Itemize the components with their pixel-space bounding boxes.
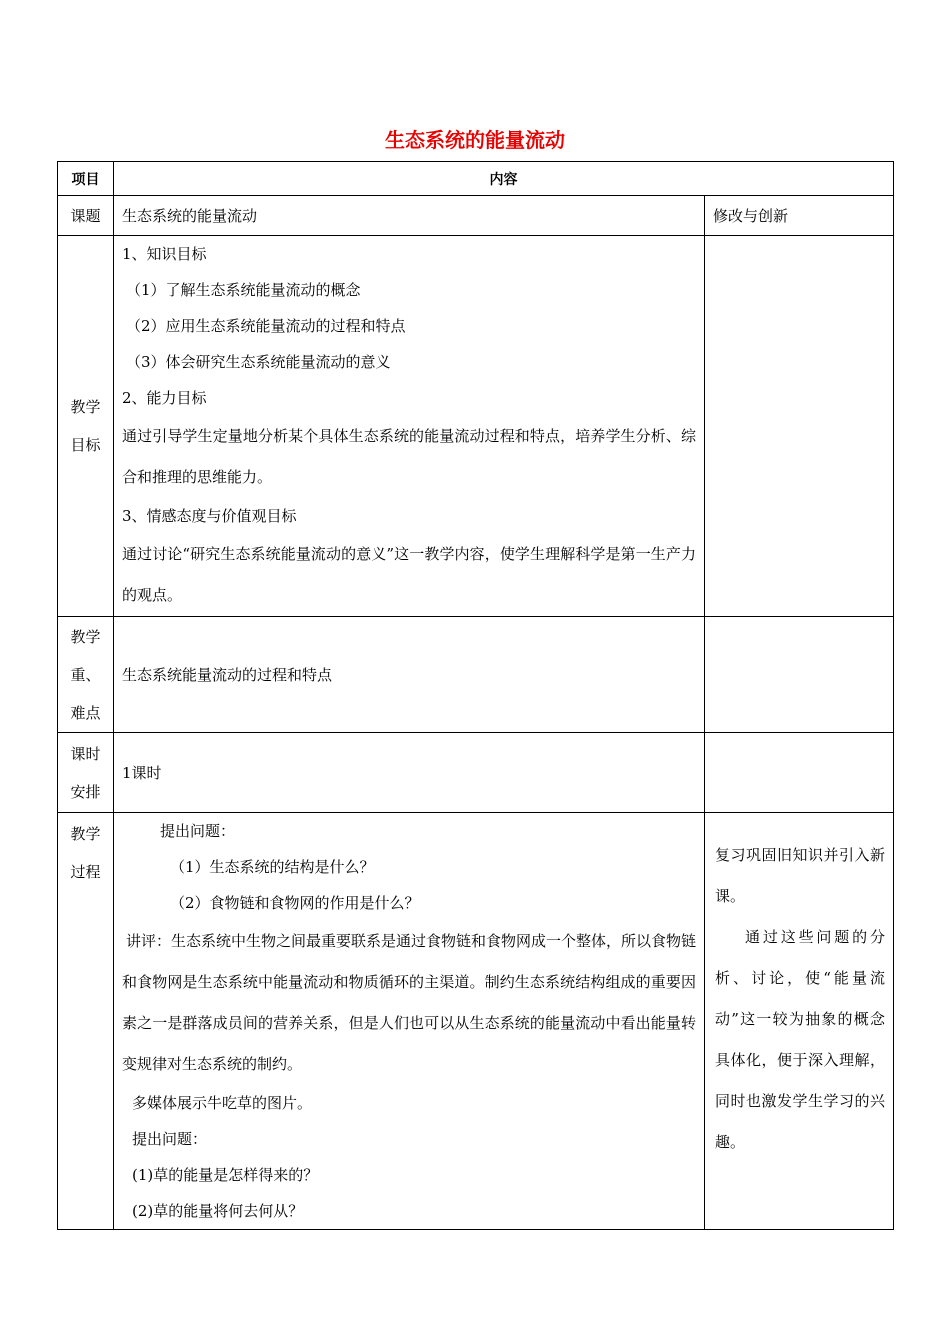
process-question: (2)草的能量将何去何从？ [132, 1202, 304, 1220]
objective-paragraph: 通过引导学生定量地分析某个具体生态系统的能量流动过程和特点，培养学生分析、综合和推理的思维能力。 [122, 427, 696, 486]
process-row [58, 813, 894, 1230]
schedule-label [58, 733, 114, 813]
key-points-label [58, 617, 114, 733]
schedule-label-line: 安排 [70, 782, 101, 801]
topic-label: 课题 [58, 196, 114, 236]
process-question: （2）食物链和食物网的作用是什么？ [170, 894, 420, 912]
process-label-line: 教学 [70, 825, 101, 843]
process-label-line: 过程 [70, 863, 101, 881]
key-points-content: 生态系统能量流动的过程和特点 [114, 617, 705, 733]
objectives-row [58, 236, 894, 617]
process-label [58, 813, 114, 1230]
document-title: 生态系统的能量流动 [385, 128, 565, 152]
objective-heading: 1、知识目标 [122, 245, 207, 263]
key-points-label-line: 难点 [70, 703, 101, 722]
objective-item: （1）了解生态系统能量流动的概念 [126, 281, 361, 299]
revision-note-header: 修改与创新 [705, 196, 894, 236]
objective-heading: 2、能力目标 [122, 389, 207, 407]
objective-item: （3）体会研究生态系统能量流动的意义 [126, 353, 391, 371]
schedule-content: 1课时 [114, 733, 705, 813]
schedule-label-line: 课时 [70, 744, 101, 763]
schedule-note [705, 733, 894, 813]
topic-content: 生态系统的能量流动 [114, 196, 705, 236]
header-item: 项目 [58, 162, 114, 196]
process-notes [705, 813, 894, 1230]
objectives-content [114, 236, 705, 617]
key-points-label-line: 重、 [70, 665, 101, 684]
process-note: 复习巩固旧知识并引入新课。 [715, 846, 885, 905]
key-points-label-line: 教学 [70, 627, 101, 646]
objectives-label-line: 教学 [70, 398, 101, 416]
process-line: 提出问题： [160, 822, 236, 840]
process-line: 多媒体展示牛吃草的图片。 [132, 1094, 313, 1112]
objective-item: （2）应用生态系统能量流动的过程和特点 [126, 317, 406, 335]
topic-row [58, 196, 894, 236]
lesson-plan-table [57, 161, 894, 1230]
header-content: 内容 [114, 162, 894, 196]
objective-heading: 3、情感态度与价值观目标 [122, 507, 297, 525]
key-points-note [705, 617, 894, 733]
process-note: 通过这些问题的分析、讨论，使“能量流动”这一较为抽象的概念具体化，便于深入理解，同时也激发学生学习的兴趣。 [715, 928, 885, 1151]
objectives-note [705, 236, 894, 617]
schedule-row [58, 733, 894, 813]
process-line: 提出问题： [132, 1130, 208, 1148]
process-question: （1）生态系统的结构是什么？ [170, 858, 375, 876]
objective-paragraph: 通过讨论“研究生态系统能量流动的意义”这一教学内容，使学生理解科学是第一生产力的观点。 [122, 545, 696, 604]
header-row [58, 162, 894, 196]
process-paragraph: 讲评：生态系统中生物之间最重要联系是通过食物链和食物网成一个整体，所以食物链和食物网是生态系统中能量流动和物质循环的主渠道。制约生态系统结构组成的重要因素之一是群落成员间的营养关系，但是人们也可以从生态系统的能量流动中看出能量转变规律对生态系统的制约。 [122, 932, 697, 1073]
objectives-label-line: 目标 [70, 436, 101, 454]
objectives-label [58, 236, 114, 617]
process-question: (1)草的能量是怎样得来的？ [132, 1166, 319, 1184]
process-content [114, 813, 705, 1230]
key-points-row [58, 617, 894, 733]
